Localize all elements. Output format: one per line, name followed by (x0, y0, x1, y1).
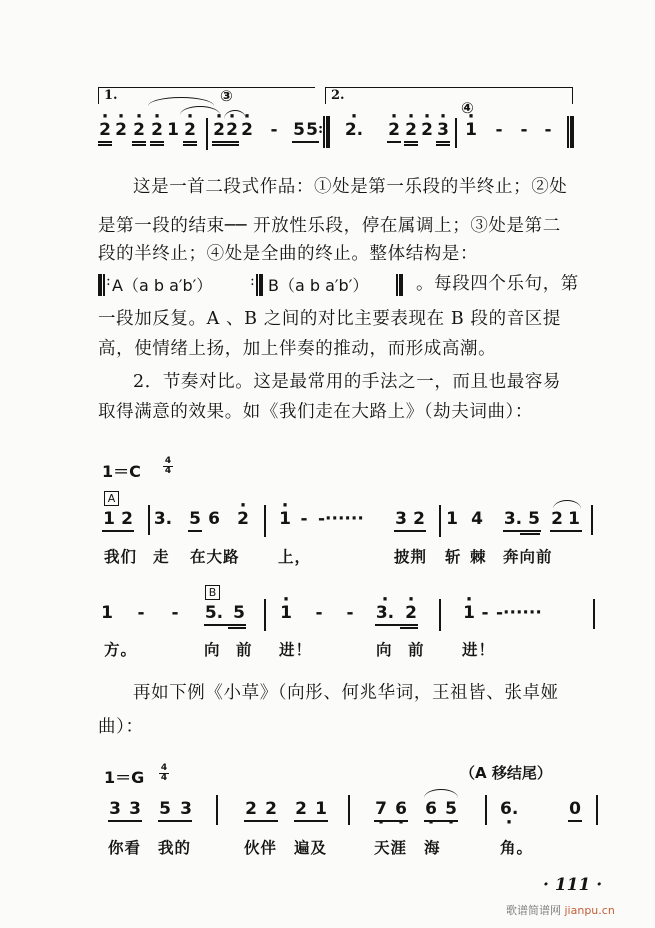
circled-mark-3: ③ (220, 87, 233, 105)
paragraph-line: 段的半终止；④处是全曲的终止。整体结构是： (98, 244, 479, 264)
barline (348, 795, 350, 825)
paragraph-line: 。每段四个乐句，第 (416, 274, 579, 294)
note: 5 (306, 120, 318, 140)
note: 1 (315, 799, 327, 819)
note: 1 (167, 120, 179, 140)
page-number: · 111 · (543, 875, 603, 895)
note: · 2 (114, 120, 128, 140)
note: 7 · (374, 799, 388, 819)
note: 0 (569, 799, 581, 819)
lyric: 进！ (462, 641, 496, 659)
key-signature: 1＝G (104, 768, 145, 787)
lyric: 向 (204, 641, 221, 659)
note: · 2 (98, 120, 112, 140)
lyric: 前 (236, 641, 253, 659)
paragraph-line: 取得满意的效果。如《我们走在大路上》（劫夫词曲）： (98, 402, 533, 422)
barline (567, 116, 569, 148)
slur (553, 500, 581, 509)
lyric: 斩 (445, 548, 462, 566)
note: · 1 (279, 603, 293, 623)
note: 2 (245, 799, 257, 819)
paragraph-line: 曲）： (98, 717, 144, 737)
dash: - (171, 603, 179, 623)
dash: - (315, 603, 323, 623)
paragraph-line: 再如下例《小草》（向彤、何兆华词，王祖皆、张卓娅 (133, 683, 559, 703)
barline (264, 599, 266, 631)
lyric: 上， (278, 548, 312, 566)
lyric: 向 (376, 641, 393, 659)
note: · 2. (343, 120, 365, 140)
paragraph-line: 高，使情绪上扬，加上伴奏的推动，而形成高潮。 (98, 339, 497, 359)
note: · 2 (150, 120, 164, 140)
slur (424, 789, 458, 798)
barline (439, 599, 441, 631)
barline (455, 118, 457, 148)
time-signature: 4 4 (160, 763, 168, 783)
note: 4 (471, 509, 483, 529)
barline (485, 795, 487, 825)
note: · 2 (387, 120, 401, 140)
note: · 1 (462, 603, 476, 623)
section-b-structure: B（a b a′b′） (268, 276, 369, 295)
lyric: 你看 (108, 839, 142, 857)
repeat-dots: : (318, 121, 324, 137)
note: 2 (413, 509, 425, 529)
note: 2 (551, 509, 563, 529)
lyric: 天涯 (374, 839, 408, 857)
dash: - (520, 120, 528, 140)
lyric: 前 (408, 641, 425, 659)
paragraph-line: 这是一首二段式作品：①处是第一乐段的半终止；②处 (133, 177, 568, 197)
note: 6 · (424, 799, 438, 819)
paragraph-line: 是第一段的结束── 开放性乐段，停在属调上；③处是第二 (98, 216, 561, 236)
note: 5 (159, 799, 171, 819)
repeat-barline (326, 116, 330, 148)
lyric: 奔向前 (503, 548, 553, 566)
barline (216, 795, 218, 825)
note: · 2 (240, 120, 254, 140)
final-barline (570, 116, 574, 148)
lyric: 我们 (104, 548, 138, 566)
dash: - (300, 509, 308, 529)
note: 1 (101, 603, 113, 623)
structure-formula: : A（a b a′b′） : B（a b a′b′） 。每段四个乐句，第 (98, 272, 598, 298)
lyric: 遍及 (294, 839, 328, 857)
barline (148, 505, 150, 535)
dash-dots: -······ (318, 509, 364, 529)
note: 5 (189, 509, 201, 529)
volta-1-label: 1. (104, 88, 118, 103)
note: · 2 (404, 603, 418, 623)
note: 2 (265, 799, 277, 819)
lyric: 走 (153, 548, 170, 566)
note: 5 (293, 120, 305, 140)
circled-mark-4: ④ (461, 99, 474, 117)
paragraph-line: 一段加反复。A 、B 之间的对比主要表现在 B 段的音区提 (98, 309, 562, 329)
dash: - (481, 603, 489, 623)
note: · 2 (132, 120, 146, 140)
note: 2 (295, 799, 307, 819)
lyric: 方。 (104, 641, 138, 659)
key-signature: 1＝C (102, 462, 141, 481)
note: 6. · (500, 799, 518, 819)
dash: - (270, 120, 278, 140)
note: 5. (204, 603, 224, 623)
note: 3 (129, 799, 141, 819)
watermark-site: jianpu.cn (564, 904, 615, 917)
volta-bracket-2 (325, 87, 573, 104)
note: 1 (568, 509, 580, 529)
lyric: 在大路 (190, 548, 240, 566)
annotation: （A 移结尾） (460, 764, 552, 782)
note: · 2 (225, 120, 239, 140)
section-a-structure: A（a b a′b′） (112, 276, 213, 295)
volta-2-label: 2. (331, 88, 345, 103)
barline (264, 505, 266, 537)
dash-dots: -······ (496, 603, 542, 623)
lyric: 披荆 (394, 548, 428, 566)
note: · 2 (236, 509, 250, 529)
barline (323, 116, 325, 148)
dash: - (137, 603, 145, 623)
lyric: 伙伴 (244, 839, 278, 857)
section-marker-a: A (104, 491, 119, 506)
note: 1 (446, 509, 458, 529)
barline (591, 505, 593, 535)
barline (206, 118, 208, 150)
note: 3. (503, 509, 523, 529)
note: · 1 (464, 120, 478, 140)
barline (439, 505, 441, 537)
note: 6 · (394, 799, 408, 819)
time-signature: 4 4 (164, 456, 172, 476)
note: · 2 (183, 120, 197, 140)
note: 2 (121, 509, 133, 529)
barline (596, 795, 598, 825)
dash: - (495, 120, 503, 140)
barline (593, 599, 595, 629)
note: · 3. (375, 603, 395, 623)
note: 3 (109, 799, 121, 819)
watermark (506, 902, 615, 918)
note: · 1 (278, 509, 292, 529)
note: · 2 (212, 120, 226, 140)
dash: - (346, 603, 354, 623)
lyric: 海 (424, 839, 441, 857)
dash: - (544, 120, 552, 140)
note: 5 (528, 509, 540, 529)
lyric: 角。 (500, 839, 534, 857)
watermark-text: 歌谱简谱网 (506, 904, 561, 917)
note: 3 (395, 509, 407, 529)
note: · 3 (436, 120, 450, 140)
lyric: 我的 (158, 839, 192, 857)
note: 3. (153, 509, 173, 529)
note: 6 (208, 509, 220, 529)
lyric: 棘 (470, 548, 487, 566)
note: · 2 (404, 120, 418, 140)
paragraph-line: 2．节奏对比。这是最常用的手法之一，而且也最容易 (133, 372, 562, 392)
note: · 2 (420, 120, 434, 140)
note: 1 (103, 509, 115, 529)
lyric: 进！ (279, 641, 313, 659)
note: 5 · (444, 799, 458, 819)
note: 5 (233, 603, 245, 623)
note: 3 (180, 799, 192, 819)
section-marker-b: B (205, 585, 220, 600)
